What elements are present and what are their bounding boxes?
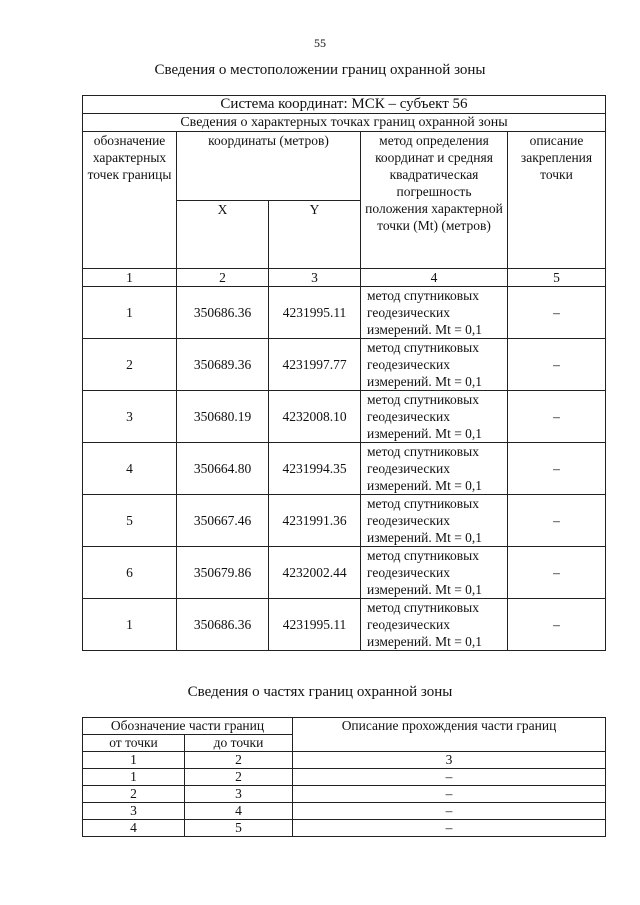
from-point: 2 [83, 786, 185, 803]
header-y: Y [269, 200, 361, 269]
description-value: – [508, 547, 606, 599]
part-description: – [293, 769, 606, 786]
part-description: – [293, 786, 606, 803]
header-part-description: Описание прохождения части границ [293, 718, 606, 752]
column-number: 3 [269, 269, 361, 287]
header-method: метод определения координат и средняя квадратическая погрешность положения характерной точки (Mt) (метров) [361, 132, 508, 269]
point-id: 6 [83, 547, 177, 599]
header-designation: Обозначение части границ [83, 718, 293, 735]
table-row [83, 443, 606, 495]
description-value: – [508, 391, 606, 443]
y-value: 4231991.36 [269, 495, 361, 547]
x-value: 350664.80 [177, 443, 269, 495]
page-number: 55 [314, 36, 326, 50]
boundary-parts-table [82, 717, 606, 837]
to-point: 4 [185, 803, 293, 820]
x-value: 350689.36 [177, 339, 269, 391]
x-value: 350680.19 [177, 391, 269, 443]
from-point: 1 [83, 769, 185, 786]
method-text: метод спутниковых геодезических измерений. Mt = 0,1 [361, 547, 508, 599]
column-number: 1 [83, 752, 185, 769]
coordinates-table [82, 95, 606, 651]
column-number: 1 [83, 269, 177, 287]
x-value: 350686.36 [177, 599, 269, 651]
column-number: 2 [185, 752, 293, 769]
header-x: X [177, 200, 269, 269]
method-text: метод спутниковых геодезических измерений. Mt = 0,1 [361, 391, 508, 443]
header-to: до точки [185, 735, 293, 752]
description-value: – [508, 443, 606, 495]
method-text: метод спутниковых геодезических измерений. Mt = 0,1 [361, 339, 508, 391]
point-id: 3 [83, 391, 177, 443]
description-value: – [508, 339, 606, 391]
table-row [83, 599, 606, 651]
section-title-boundaries: Сведения о местоположении границ охранной зоны [154, 62, 486, 78]
point-id: 4 [83, 443, 177, 495]
description-value: – [508, 287, 606, 339]
table-row [83, 391, 606, 443]
table-row [83, 287, 606, 339]
header-point-designation: обозначение характерных точек границы [83, 132, 177, 269]
table-row [83, 547, 606, 599]
point-id: 2 [83, 339, 177, 391]
section-title-parts: Сведения о частях границ охранной зоны [187, 684, 453, 700]
y-value: 4231994.35 [269, 443, 361, 495]
header-coordinates: координаты (метров) [177, 132, 361, 201]
y-value: 4231995.11 [269, 599, 361, 651]
to-point: 2 [185, 769, 293, 786]
y-value: 4232002.44 [269, 547, 361, 599]
x-value: 350667.46 [177, 495, 269, 547]
column-number: 3 [293, 752, 606, 769]
method-text: метод спутниковых геодезических измерений. Mt = 0,1 [361, 443, 508, 495]
description-value: – [508, 599, 606, 651]
table-subtitle: Сведения о характерных точках границ охранной зоны [83, 114, 606, 132]
column-number: 4 [361, 269, 508, 287]
method-text: метод спутниковых геодезических измерений. Mt = 0,1 [361, 495, 508, 547]
table-row [83, 803, 606, 820]
coordinate-system-label: Система координат: МСК – субъект 56 [83, 96, 606, 114]
point-id: 1 [83, 287, 177, 339]
description-value: – [508, 495, 606, 547]
point-id: 5 [83, 495, 177, 547]
table-row [83, 820, 606, 837]
method-text: метод спутниковых геодезических измерений. Mt = 0,1 [361, 287, 508, 339]
y-value: 4231995.11 [269, 287, 361, 339]
y-value: 4232008.10 [269, 391, 361, 443]
from-point: 4 [83, 820, 185, 837]
table-row [83, 786, 606, 803]
part-description: – [293, 803, 606, 820]
column-number: 2 [177, 269, 269, 287]
point-id: 1 [83, 599, 177, 651]
method-text: метод спутниковых геодезических измерений. Mt = 0,1 [361, 599, 508, 651]
x-value: 350679.86 [177, 547, 269, 599]
to-point: 3 [185, 786, 293, 803]
table-row [83, 339, 606, 391]
y-value: 4231997.77 [269, 339, 361, 391]
x-value: 350686.36 [177, 287, 269, 339]
from-point: 3 [83, 803, 185, 820]
column-number: 5 [508, 269, 606, 287]
header-description: описание закрепления точки [508, 132, 606, 269]
to-point: 5 [185, 820, 293, 837]
header-from: от точки [83, 735, 185, 752]
table-row [83, 495, 606, 547]
part-description: – [293, 820, 606, 837]
table-row [83, 769, 606, 786]
